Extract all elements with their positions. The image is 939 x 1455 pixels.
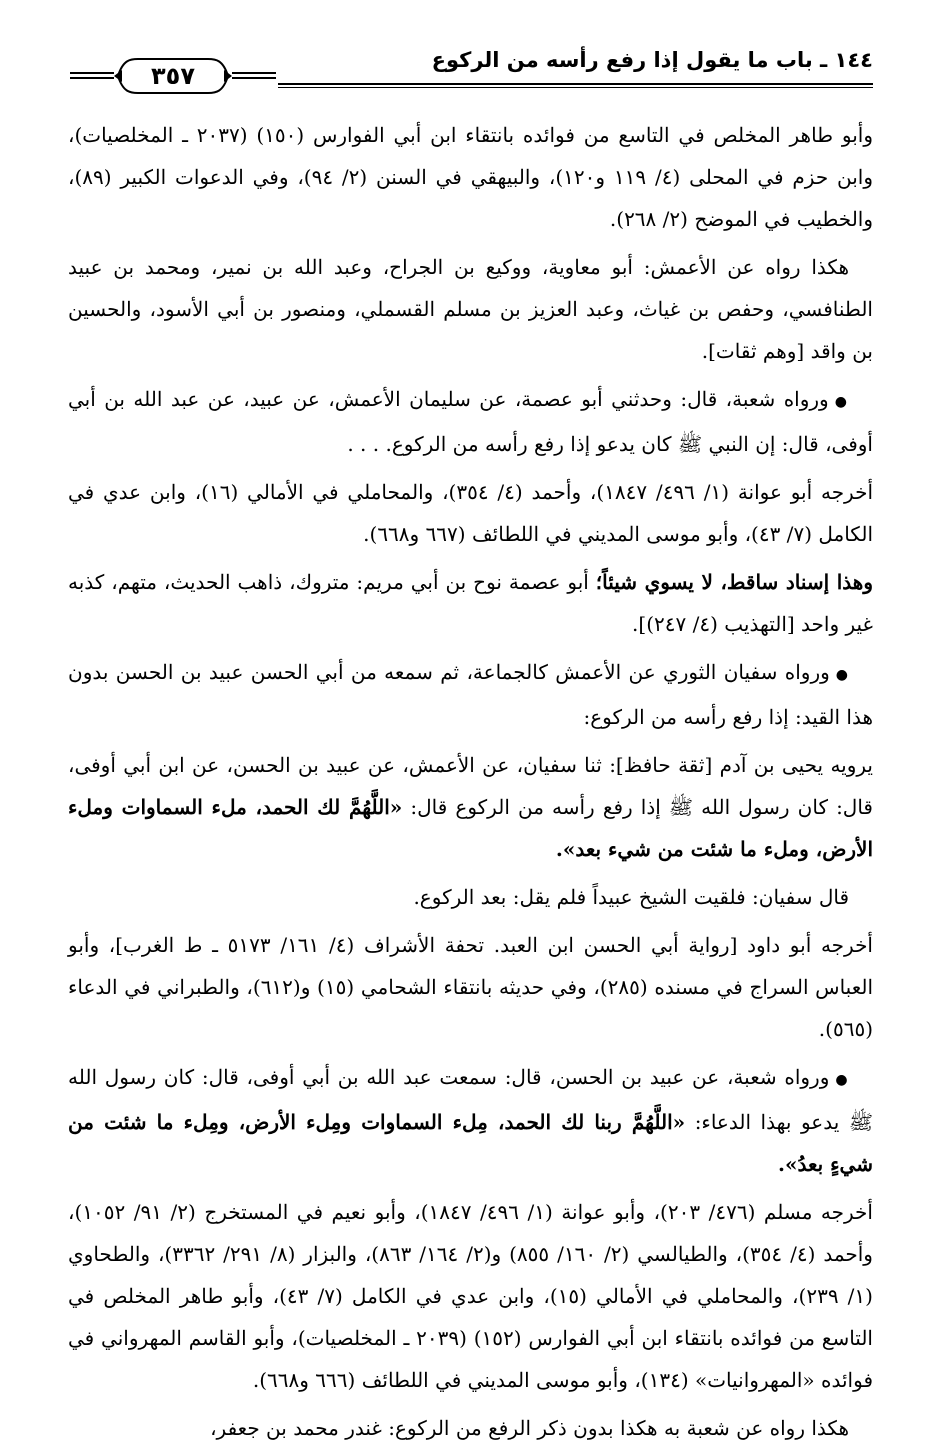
paragraph-text: هكذا رواه عن الأعمش: أبو معاوية، ووكيع بن الجراح، وعبد الله بن نمير، ومحمد بن عبيد الطنافسي، وحفص بن غياث، وعبد العزيز بن مسلم القسملي، ومنصور بن أبي الأسود، والحسين بن واقد [وهم ثقات]. xyxy=(68,255,873,363)
paragraph-2 xyxy=(68,246,873,372)
page-number: ٣٥٧ xyxy=(151,62,195,90)
paragraph-5 xyxy=(68,561,873,645)
page-header xyxy=(68,38,873,96)
paragraph-text: أخرجه أبو عوانة (١/ ٤٩٦/ ١٨٤٧)، وأحمد (٤/ ٣٥٤)، والمحاملي في الأمالي (١٦)، وابن عدي في الكامل (٧/ ٤٣)، وأبو موسى المديني في اللطائف (٦٦٧ و٦٦٨). xyxy=(68,480,874,546)
hadith-quote: «اللَّهُمَّ ربنا لك الحمد، مِلء السماوات ومِلء الأرض، ومِلء ما شئت من شيءٍ بعدُ». xyxy=(68,1110,873,1176)
page-body xyxy=(68,114,873,1455)
header-rule xyxy=(278,83,873,88)
bullet-marker: ● xyxy=(835,667,849,683)
paragraph-text: أبو عصمة نوح بن أبي مريم: متروك، ذاهب الحديث، متهم، كذبه غير واحد [التهذيب (٤/ ٢٤٧)]. xyxy=(68,570,873,636)
paragraph-1 xyxy=(68,114,873,240)
paragraph-8 xyxy=(68,876,873,918)
paragraph-9 xyxy=(68,924,873,1050)
hadith-quote: «اللَّهُمَّ لك الحمد، ملء السماوات وملء الأرض، وملء ما شئت من شيء بعد». xyxy=(68,795,873,861)
paragraph-text: هكذا رواه عن شعبة به هكذا بدون ذكر الرفع من الركوع: غندر محمد بن جعفر، xyxy=(210,1416,849,1440)
paragraph-text: وأبو طاهر المخلص في التاسع من فوائده بانتقاء ابن أبي الفوارس (١٥٠) (٢٠٣٧ ـ المخلصيات)، وابن حزم في المحلى (٤/ ١١٩ و١٢٠)، والبيهقي في السنن (٢/ ٩٤)، وفي الدعوات الكبير (٨٩)، والخطيب في الموضح (٢/ ٢٦٨). xyxy=(68,123,874,231)
paragraph-text: ورواه شعبة، عن عبيد بن الحسن، قال: سمعت عبد الله بن أبي أوفى، قال: كان رسول الله ﷺ يدعو بهذا الدعاء: xyxy=(68,1065,873,1134)
paragraph-text: أخرجه أبو داود [رواية أبي الحسن ابن العبد. تحفة الأشراف (٤/ ١٦١/ ٥١٧٣ ـ ط الغرب]، وأبو العباس السراج في مسنده (٢٨٥)، وفي حديثه بانتقاء الشحامي (١٥) و(٦١٢)، والطبراني في الدعاء (٥٦٥). xyxy=(68,933,874,1041)
paragraph-3 xyxy=(68,378,873,465)
paragraph-10 xyxy=(68,1056,873,1185)
paragraph-7 xyxy=(68,744,873,870)
bullet-marker: ● xyxy=(834,394,849,410)
chapter-title: ١٤٤ ـ باب ما يقول إذا رفع رأسه من الركوع xyxy=(431,48,873,72)
paragraph-text: قال سفيان: فلقيت الشيخ عبيداً فلم يقل: بعد الركوع. xyxy=(413,885,849,909)
paragraph-text: ورواه سفيان الثوري عن الأعمش كالجماعة، ثم سمعه من أبي الحسن عبيد بن الحسن بدون هذا القيد: إذا رفع رأسه من الركوع: xyxy=(68,660,873,729)
paragraph-text: ورواه شعبة، قال: وحدثني أبو عصمة، عن سليمان الأعمش، عن عبيد، عن عبد الله بن أبي أوفى، قال: إن النبي ﷺ كان يدعو إذا رفع رأسه من الركوع. . . . xyxy=(68,387,873,456)
paragraph-bold-text: وهذا إسناد ساقط، لا يسوي شيئاً؛ xyxy=(595,570,873,594)
bullet-marker: ● xyxy=(835,1072,849,1088)
paragraph-11 xyxy=(68,1191,873,1401)
paragraph-text: أخرجه مسلم (٤٧٦/ ٢٠٣)، وأبو عوانة (١/ ٤٩٦/ ١٨٤٧)، وأبو نعيم في المستخرج (٢/ ٩١/ ١٠٥٢)، وأحمد (٤/ ٣٥٤)، والطيالسي (٢/ ١٦٠/ ٨٥٥) و(٢/ ١٦٤/ ٨٦٣)، والبزار (٨/ ٢٩١/ ٣٣٦٢)، والطحاوي (١/ ٢٣٩)، والمحاملي في الأمالي (١٥)، وابن عدي في الكامل (٧/ ٤٣)، وأبو طاهر المخلص في التاسع من فوائده بانتقاء ابن أبي الفوارس (١٥٢) (٢٠٣٩ ـ المخلصيات)، وأبو القاسم المهرواني في فوائده «المهروانيات» (١٣٤)، وأبو موسى المديني في اللطائف (٦٦٦ و٦٦٨). xyxy=(68,1200,873,1392)
paragraph-4 xyxy=(68,471,873,555)
paragraph-6 xyxy=(68,651,873,738)
paragraph-12 xyxy=(68,1407,873,1449)
page-number-badge xyxy=(68,56,278,96)
paragraph-text: يرويه يحيى بن آدم [ثقة حافظ]: ثنا سفيان، عن الأعمش، عن عبيد بن الحسن، عن ابن أبي أوفى، قال: كان رسول الله ﷺ إذا رفع رأسه من الركوع قال: xyxy=(68,753,873,819)
